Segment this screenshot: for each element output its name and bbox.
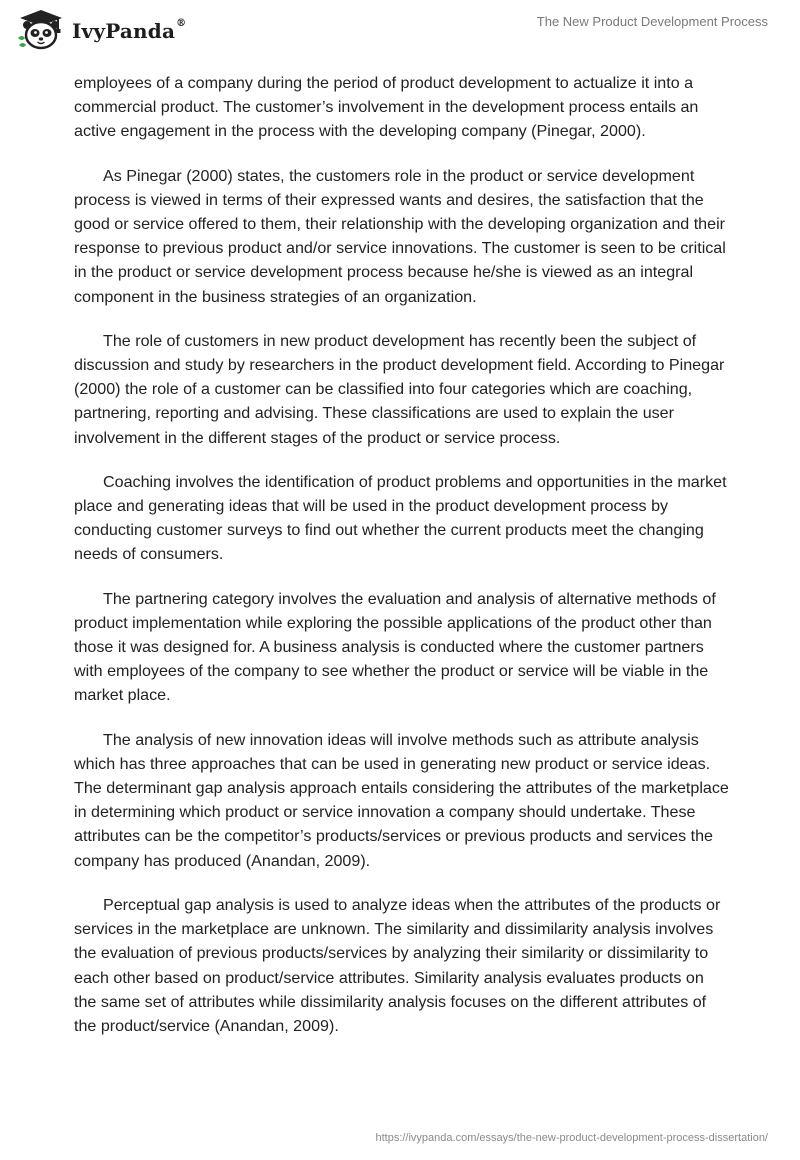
paragraph: The partnering category involves the evaluation and analysis of alternative methods of product implementation while exploring the possible applications of the product other than those it was designed for. A business analysis is conducted where the customer partners with employees of the company to see whether the product or service will be viable in the market place.	[74, 589, 716, 705]
registered-mark: ®	[176, 18, 187, 30]
page-header	[0, 0, 800, 64]
paragraph: The role of customers in new product development has recently been the subject of discussion and study by researchers in the product development field. According to Pinegar (2000) the role of a customer can be classified into four categories which are coaching, partnering, reporting and advising. These classifications are used to explain the user involvement in the different stages of the product or service process.	[74, 331, 725, 447]
brand-name: IvyPanda®	[72, 18, 187, 43]
source-url-link[interactable]: https://ivypanda.com/essays/the-new-product-development-process-dissertation/	[375, 1132, 768, 1144]
paragraph: Perceptual gap analysis is used to analyze ideas when the attributes of the products or services in the marketplace are unknown. The similarity and dissimilarity analysis involves the evaluation of previous products/services by analyzing their similarity or dissimilarity to each other based on product/service attributes. Similarity analysis evaluates products on the same set of attributes while dissimilarity analysis focuses on the different attributes of the product/service (Anandan, 2009).	[74, 895, 721, 1035]
paragraph: employees of a company during the period of product development to actualize it into a commercial product. The customer’s involvement in the development process entails an active engagement in the process with the developing company (Pinegar, 2000).	[74, 74, 699, 141]
panda-logo-icon	[16, 8, 66, 52]
paragraph: As Pinegar (2000) states, the customers role in the product or service development process is viewed in terms of their expressed wants and desires, the satisfaction that the good or service offered to them, their relationship with the developing organization and their response to previous product and/or service innovations. The customer is seen to be critical in the product or service development process because he/she is viewed as an integral component in the business strategies of an organization.	[74, 166, 726, 306]
ivypanda-logo[interactable]	[16, 8, 186, 52]
document-title: The New Product Development Process	[536, 14, 768, 29]
paragraph: The analysis of new innovation ideas will involve methods such as attribute analysis which has three approaches that can be used in generating new product or service ideas. The determinant gap analysis approach entails considering the attributes of the marketplace in determining which product or service innovation a company should undertake. These attributes can be the competitor’s products/services or previous products and services the company has produced (Anandan, 2009).	[74, 730, 729, 870]
essay-body	[74, 71, 730, 1058]
paragraph: Coaching involves the identification of product problems and opportunities in the market place and generating ideas that will be used in the product development process by conducting customer surveys to find out whether the current products meet the changing needs of consumers.	[74, 472, 727, 564]
